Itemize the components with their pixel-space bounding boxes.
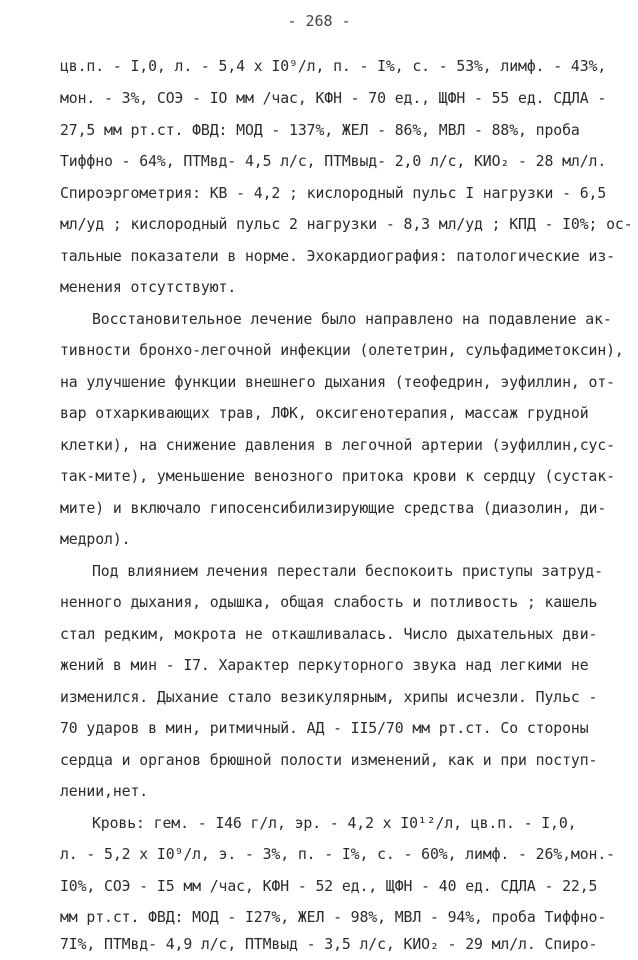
text-line: мон. - 3%, СОЭ - IO мм /час, КФН - 70 ед., ЩФН - 55 ед. СДЛА -	[60, 90, 607, 107]
text-line: клетки), на снижение давления в легочной артерии (эуфиллин,сус-	[60, 437, 615, 454]
text-line: Тиффно - 64%, ПТМвд- 4,5 л/с, ПТМвыд- 2,0 л/с, КИО₂ - 28 мл/л.	[60, 153, 607, 170]
text-line: л. - 5,2 x I0⁹/л, э. - 3%, п. - I%, с. - 60%, лимф. - 26%,мон.-	[60, 846, 615, 863]
text-line: I0%, СОЭ - I5 мм /час, КФН - 52 ед., ЩФН - 40 ед. СДЛА - 22,5	[60, 878, 598, 895]
text-line: 70 ударов в мин, ритмичный. АД - II5/70 мм рт.ст. Со стороны	[60, 720, 589, 737]
text-line: тивности бронхо-легочной инфекции (олететрин, сульфадиметоксин),	[60, 342, 624, 359]
text-line: так-мите), уменьшение венозного притока крови к сердцу (сустак-	[60, 468, 615, 485]
text-line: изменился. Дыхание стало везикулярным, хрипы исчезли. Пульс -	[60, 689, 598, 706]
text-line: стал редким, мокрота не откашливалась. Число дыхательных дви-	[60, 626, 598, 643]
text-line: тальные показатели в норме. Эхокардиография: патологические из-	[60, 248, 615, 265]
paragraph-first-line: Восстановительное лечение было направлено на подавление ак-	[92, 311, 612, 328]
text-line: вар отхаркивающих трав, ЛФК, оксигенотерапия, массаж грудной	[60, 405, 589, 422]
paragraph-first-line: Кровь: гем. - I46 г/л, эр. - 4,2 x I0¹²/л, цв.п. - I,0,	[92, 815, 577, 832]
text-line: сердца и органов брюшной полости изменений, как и при поступ-	[60, 752, 598, 769]
text-line: мите) и включало гипосенсибилизирующие средства (диазолин, ди-	[60, 500, 607, 517]
text-line: лении,нет.	[60, 783, 149, 800]
text-line: 7I%, ПТМвд- 4,9 л/с, ПТМвыд - 3,5 л/с, КИО₂ - 29 мл/л. Спиро-	[60, 936, 598, 953]
text-line: медрол).	[60, 531, 131, 548]
text-line: мм рт.ст. ФВД: МОД - I27%, ЖЕЛ - 98%, МВЛ - 94%, проба Тиффно-	[60, 909, 607, 926]
text-line: Спироэргометрия: КВ - 4,2 ; кислородный пульс I нагрузки - 6,5	[60, 185, 607, 202]
text-line: цв.п. - I,0, л. - 5,4 x I0⁹/л, п. - I%, с. - 53%, лимф. - 43%,	[60, 58, 607, 75]
text-line: менения отсутствуют.	[60, 279, 237, 296]
text-line: мл/уд ; кислородный пульс 2 нагрузки - 8,3 мл/уд ; КПД - I0%; ос-	[60, 216, 633, 233]
text-line: жений в мин - I7. Характер перкуторного звука над легкими не	[60, 657, 589, 674]
text-line: ненного дыхания, одышка, общая слабость и потливость ; кашель	[60, 594, 598, 611]
paragraph-first-line: Под влиянием лечения перестали беспокоить приступы затруд-	[92, 563, 603, 580]
text-line: 27,5 мм рт.ст. ФВД: МОД - 137%, ЖЕЛ - 86%, МВЛ - 88%, проба	[60, 122, 580, 139]
text-line: на улучшение функции внешнего дыхания (теофедрин, эуфиллин, от-	[60, 374, 615, 391]
page-number: - 268 -	[287, 12, 351, 30]
